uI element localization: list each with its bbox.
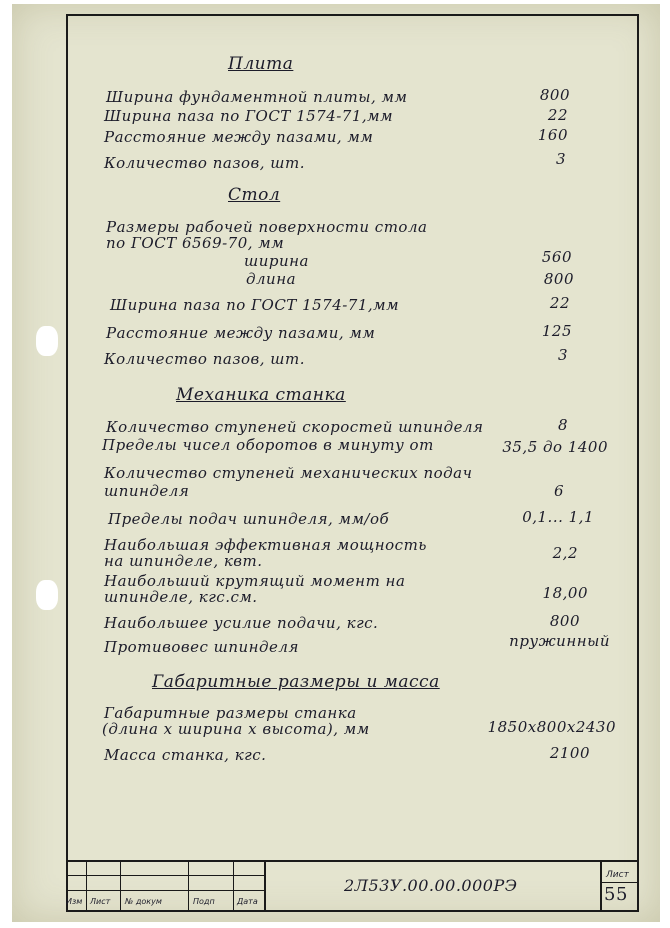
row-value: 8 [557,416,568,434]
row-value: 18,00 [542,584,588,602]
row-value: 800 [539,86,570,104]
row-value: 2100 [549,744,590,762]
binding-hole [36,580,58,610]
row-label: Расстояние между пазами, мм [104,128,374,146]
sheet-number: 55 [604,884,628,905]
row-value: 35,5 до 1400 [502,438,608,456]
binding-hole [36,326,58,356]
row-value: 22 [549,294,570,312]
row-value: 6 [553,482,564,500]
row-value: 800 [543,270,574,288]
row-label: Количество пазов, шт. [104,350,305,368]
row-value: 125 [541,322,572,340]
row-label: на шпинделе, квт. [104,552,263,570]
drawing-frame [66,14,639,912]
row-label: Пределы подач шпинделя, мм/об [108,510,390,528]
title-block-col-line [600,860,602,912]
column-label: Лист [90,897,111,906]
section-title-dimensions: Габаритные размеры и масса [152,672,440,692]
row-label: (длина х ширина х высота), мм [102,720,370,738]
title-block-row-line [66,875,264,876]
title-block-top-line [66,860,639,862]
row-label: Расстояние между пазами, мм [106,324,376,342]
row-value: 160 [537,126,568,144]
row-label: Количество ступеней механических подач [104,464,473,482]
row-label: Ширина паза по ГОСТ 1574-71,мм [104,107,394,125]
row-value: пружинный [509,632,610,650]
row-label: Ширина фундаментной плиты, мм [106,88,408,106]
row-value: 560 [541,248,572,266]
sheet-label: Лист [606,870,629,880]
title-block-col-line [264,860,266,912]
row-value: 3 [557,346,568,364]
section-title-table: Стол [228,185,281,205]
row-value: 800 [549,612,580,630]
row-label: по ГОСТ 6569-70, мм [106,234,285,252]
row-label: Наибольшая эффективная мощность [104,536,427,554]
column-label: Дата [237,897,258,906]
row-value: 2,2 [552,544,578,562]
row-label: шпинделе, кгс.см. [104,588,258,606]
section-title-plate: Плита [228,54,294,74]
row-label: Противовес шпинделя [104,638,299,656]
row-label: длина [246,270,297,288]
row-label: ширина [244,252,309,270]
row-label: Масса станка, кгс. [104,746,267,764]
row-value: 22 [547,106,568,124]
section-title-mechanics: Механика станка [176,385,346,405]
document-code: 2Л53У.00.00.000РЭ [344,876,518,895]
row-label: Наибольшее усилие подачи, кгс. [104,614,379,632]
title-block-col-line [233,860,234,912]
column-label: Подп [193,897,215,906]
row-value: 0,1... 1,1 [522,508,594,526]
title-block-row-line [66,890,264,891]
title-block-col-line [188,860,189,912]
row-value: 1850х800х2430 [487,718,616,736]
title-block-sheet-line [600,882,639,883]
row-label: Количество ступеней скоростей шпинделя [106,418,484,436]
title-block-col-line [120,860,121,912]
row-label: шпинделя [104,482,190,500]
column-label: Изм [66,897,83,906]
row-label: Ширина паза по ГОСТ 1574-71,мм [110,296,400,314]
row-label: Количество пазов, шт. [104,154,305,172]
column-label: № докум [125,897,162,906]
row-label: Размеры рабочей поверхности стола [106,218,428,236]
title-block-col-line [86,860,87,912]
row-label: Габаритные размеры станка [104,704,357,722]
row-label: Пределы чисел оборотов в минуту от [102,436,434,454]
row-label: Наибольший крутящий момент на [104,572,406,590]
row-value: 3 [555,150,566,168]
